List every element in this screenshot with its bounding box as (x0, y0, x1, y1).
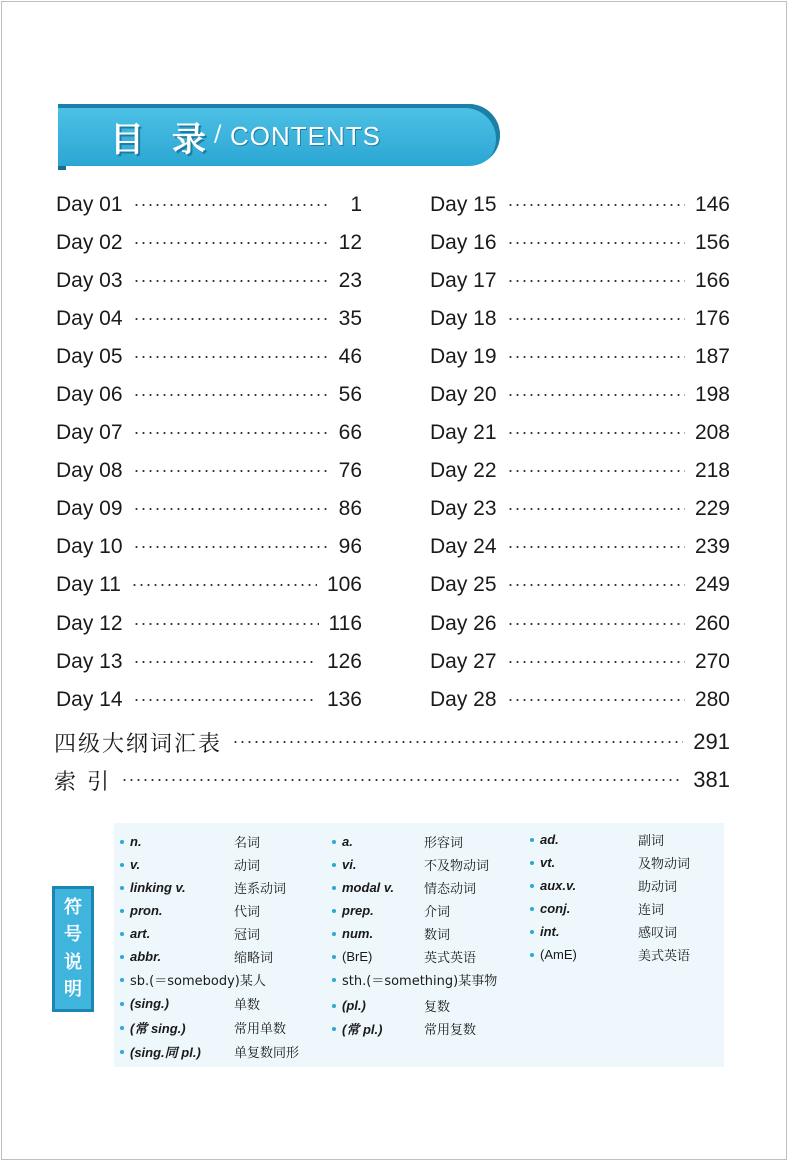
toc-row[interactable] (430, 605, 730, 643)
legend-abbr: (常 sing.) (130, 1021, 186, 1036)
legend-entry-wide (120, 968, 266, 991)
toc-page-number: 66 (338, 421, 362, 445)
legend-side-char: 符 (64, 896, 82, 918)
toc-row[interactable] (56, 300, 362, 338)
bullet-dot-icon (530, 907, 534, 911)
bullet-dot-icon (332, 1004, 336, 1008)
legend-panel (114, 823, 724, 1067)
toc-row[interactable] (56, 262, 362, 300)
legend-abbr: a. (342, 834, 353, 849)
toc-page-number: 249 (694, 573, 730, 597)
toc-row[interactable] (56, 528, 362, 566)
legend-abbr: prep. (342, 903, 374, 918)
contents-title-en: CONTENTS (230, 121, 381, 151)
toc-label: Day 04 (56, 307, 123, 331)
legend-meaning: 及物动词 (638, 857, 691, 872)
legend-abbr: linking v. (130, 880, 186, 895)
toc-row[interactable] (56, 681, 362, 719)
toc-leader-dots (507, 318, 685, 320)
toc-label: Day 18 (430, 307, 497, 331)
legend-entry (530, 920, 678, 943)
legend-abbr: v. (130, 857, 141, 872)
legend-meaning: 单复数同形 (234, 1046, 300, 1061)
toc-row[interactable] (56, 490, 362, 528)
legend-abbr: (BrE) (342, 949, 373, 964)
toc-page-number: 86 (338, 497, 362, 521)
toc-row[interactable] (56, 186, 362, 224)
toc-leader-dots (507, 204, 685, 206)
legend-abbr: abbr. (130, 949, 162, 964)
toc-page-number: 106 (326, 573, 362, 597)
toc-leader-dots (133, 546, 329, 548)
bullet-dot-icon (120, 955, 124, 959)
toc-row[interactable] (56, 452, 362, 490)
legend-entry (332, 853, 490, 876)
legend-abbr: vi. (342, 857, 357, 872)
legend-entry (332, 994, 451, 1017)
legend-abbr: (sing.) (130, 996, 169, 1011)
legend-meaning: 动词 (234, 859, 261, 874)
bullet-dot-icon (530, 953, 534, 957)
legend-text: sth.(＝something)某事物 (342, 974, 498, 989)
toc-page-number: 23 (338, 269, 362, 293)
legend-meaning: 常用复数 (424, 1023, 477, 1038)
toc-leader-dots (232, 741, 683, 743)
toc-row[interactable] (430, 414, 730, 452)
toc-leader-dots (507, 508, 685, 510)
toc-label: Day 25 (430, 573, 497, 597)
legend-meaning: 复数 (424, 1000, 451, 1015)
toc-leader-dots (507, 394, 685, 396)
toc-page-number: 46 (338, 345, 362, 369)
toc-leader-dots (133, 508, 329, 510)
legend-abbr: (pl.) (342, 998, 366, 1013)
toc-row[interactable] (430, 643, 730, 681)
legend-abbr: aux.v. (540, 878, 577, 893)
legend-meaning: 连系动词 (234, 882, 287, 897)
legend-meaning: 形容词 (424, 836, 464, 851)
toc-page-number: 56 (338, 383, 362, 407)
legend-meaning: 单数 (234, 998, 261, 1013)
legend-entry (332, 876, 477, 899)
legend-meaning: 连词 (638, 903, 665, 918)
legend-meaning: 不及物动词 (424, 859, 490, 874)
legend-entry (120, 1040, 300, 1063)
toc-page-number: 136 (326, 687, 362, 711)
legend-entry (120, 876, 287, 899)
toc-page-number: 239 (694, 535, 730, 559)
legend-entry (332, 945, 477, 968)
toc-label: 四级大纲词汇表 (54, 731, 223, 757)
toc-page-number: 96 (338, 535, 362, 559)
toc-leader-dots (507, 584, 685, 586)
legend-meaning: 美式英语 (638, 949, 691, 964)
toc-label: Day 22 (430, 459, 497, 483)
legend-abbr: vt. (540, 855, 556, 870)
bullet-dot-icon (332, 909, 336, 913)
toc-label: Day 11 (56, 573, 121, 597)
toc-label: Day 05 (56, 345, 123, 369)
toc-row[interactable] (56, 376, 362, 414)
legend-meaning: 介词 (424, 905, 451, 920)
toc-page-number: 270 (694, 649, 730, 673)
bullet-dot-icon (120, 840, 124, 844)
toc-label: Day 26 (430, 611, 497, 635)
legend-entry (530, 943, 691, 966)
toc-label: Day 15 (430, 193, 497, 217)
toc-row[interactable] (430, 224, 730, 262)
bullet-dot-icon (530, 884, 534, 888)
toc-page-number: 381 (693, 767, 730, 792)
toc-page-number: 218 (694, 459, 730, 483)
toc-leader-dots (133, 280, 329, 282)
bullet-dot-icon (120, 932, 124, 936)
toc-row[interactable] (430, 490, 730, 528)
toc-leader-dots (507, 661, 685, 663)
toc-page-number: 156 (694, 231, 730, 255)
legend-entry (120, 853, 261, 876)
legend-abbr: (常 pl.) (342, 1022, 383, 1037)
legend-entry (332, 1017, 477, 1040)
toc-row[interactable] (430, 186, 730, 224)
legend-entry (530, 851, 691, 874)
toc-leader-dots (133, 356, 329, 358)
toc-leader-dots (133, 470, 329, 472)
toc-label: Day 07 (56, 421, 123, 445)
legend-meaning: 感叹词 (638, 926, 678, 941)
legend-entry (332, 922, 451, 945)
toc-row[interactable] (430, 681, 730, 719)
toc-row[interactable] (430, 528, 730, 566)
toc-row[interactable] (56, 566, 362, 604)
toc-page-number: 146 (694, 193, 730, 217)
contents-title-slash: / (214, 122, 222, 147)
toc-label: Day 13 (56, 649, 123, 673)
toc-leader-dots (133, 204, 330, 206)
legend-side-char: 说 (64, 951, 82, 973)
toc-page-number: 198 (694, 383, 730, 407)
toc-leader-dots (133, 623, 319, 625)
toc-leader-dots (133, 394, 329, 396)
legend-entry (530, 828, 665, 851)
toc-page-number: 1 (350, 193, 362, 217)
legend-entry (120, 1016, 287, 1039)
toc-leader-dots (133, 318, 329, 320)
legend-abbr: conj. (540, 901, 571, 916)
legend-abbr: modal v. (342, 880, 395, 895)
legend-abbr: pron. (130, 903, 163, 918)
legend-meaning: 常用单数 (234, 1022, 287, 1037)
toc-row[interactable] (430, 338, 730, 376)
legend-entry (530, 897, 665, 920)
legend-meaning: 副词 (638, 834, 665, 849)
toc-row[interactable] (430, 566, 730, 604)
toc-label: Day 20 (430, 383, 497, 407)
contents-title-cn: 目 录 (110, 120, 214, 160)
toc-leader-dots (507, 623, 685, 625)
toc-label: 索 引 (54, 769, 111, 795)
legend-meaning: 英式英语 (424, 951, 477, 966)
legend-entry (332, 899, 451, 922)
toc-page-number: 166 (694, 269, 730, 293)
bullet-dot-icon (120, 1026, 124, 1030)
toc-leader-dots (133, 242, 329, 244)
legend-entry (120, 899, 261, 922)
legend-abbr: ad. (540, 832, 559, 847)
legend-side-label (52, 886, 94, 1012)
toc-leader-dots (507, 242, 685, 244)
toc-leader-dots (507, 470, 685, 472)
bullet-dot-icon (332, 932, 336, 936)
toc-page-number: 35 (338, 307, 362, 331)
legend-meaning: 助动词 (638, 880, 678, 895)
legend-side-char: 号 (64, 924, 82, 946)
toc-row[interactable] (430, 300, 730, 338)
toc-row[interactable] (56, 224, 362, 262)
bullet-dot-icon (120, 978, 124, 982)
toc-leader-dots (133, 699, 317, 701)
toc-label: Day 03 (56, 269, 123, 293)
legend-meaning: 名词 (234, 836, 261, 851)
legend-abbr: num. (342, 926, 374, 941)
toc-row[interactable] (56, 338, 362, 376)
bullet-dot-icon (332, 978, 336, 982)
toc-row[interactable] (56, 605, 362, 643)
legend-entry (120, 992, 261, 1015)
toc-label: Day 28 (430, 687, 497, 711)
legend-text: sb.(＝somebody)某人 (130, 974, 266, 989)
toc-row-vocabulary[interactable] (54, 726, 730, 758)
toc-row[interactable] (430, 376, 730, 414)
toc-label: Day 12 (56, 611, 123, 635)
toc-page-number: 126 (326, 649, 362, 673)
toc-label: Day 21 (430, 421, 497, 445)
toc-page-number: 291 (693, 729, 730, 754)
bullet-dot-icon (332, 886, 336, 890)
toc-row[interactable] (56, 643, 362, 681)
legend-meaning: 缩略词 (234, 951, 274, 966)
toc-page-number: 208 (694, 421, 730, 445)
toc-page-number: 229 (694, 497, 730, 521)
toc-label: Day 08 (56, 459, 123, 483)
toc-leader-dots (507, 432, 685, 434)
legend-abbr: n. (130, 834, 142, 849)
legend-entry (120, 945, 274, 968)
toc-leader-dots (121, 779, 683, 781)
toc-row[interactable] (430, 452, 730, 490)
legend-abbr: art. (130, 926, 151, 941)
bullet-dot-icon (530, 861, 534, 865)
toc-leader-dots (131, 584, 317, 586)
legend-meaning: 情态动词 (424, 882, 477, 897)
legend-abbr: (sing.同 pl.) (130, 1045, 201, 1060)
toc-right-column (430, 186, 730, 719)
toc-leader-dots (507, 699, 685, 701)
toc-row[interactable] (430, 262, 730, 300)
toc-label: Day 23 (430, 497, 497, 521)
legend-entry (120, 922, 261, 945)
toc-label: Day 01 (56, 193, 123, 217)
toc-label: Day 27 (430, 649, 497, 673)
bullet-dot-icon (332, 955, 336, 959)
toc-page-number: 12 (338, 231, 362, 255)
bullet-dot-icon (120, 886, 124, 890)
legend-meaning: 代词 (234, 905, 261, 920)
legend-abbr: (AmE) (540, 947, 577, 962)
toc-leader-dots (507, 280, 685, 282)
toc-page-number: 187 (694, 345, 730, 369)
legend-meaning: 数词 (424, 928, 451, 943)
toc-leader-dots (507, 356, 685, 358)
toc-label: Day 16 (430, 231, 497, 255)
toc-label: Day 06 (56, 383, 123, 407)
toc-label: Day 09 (56, 497, 123, 521)
bullet-dot-icon (332, 840, 336, 844)
toc-page-number: 76 (338, 459, 362, 483)
bullet-dot-icon (120, 863, 124, 867)
toc-leader-dots (507, 546, 685, 548)
bullet-dot-icon (332, 1027, 336, 1031)
toc-label: Day 19 (430, 345, 497, 369)
toc-left-column (56, 186, 362, 719)
bullet-dot-icon (530, 930, 534, 934)
toc-row-index[interactable] (54, 764, 730, 796)
toc-label: Day 24 (430, 535, 497, 559)
toc-page-number: 280 (694, 687, 730, 711)
bullet-dot-icon (120, 1050, 124, 1054)
legend-entry (530, 874, 678, 897)
legend-abbr: int. (540, 924, 560, 939)
toc-page-number: 176 (694, 307, 730, 331)
legend-entry-wide (332, 968, 497, 991)
toc-label: Day 10 (56, 535, 123, 559)
legend-entry (332, 830, 464, 853)
toc-page-number: 116 (328, 611, 362, 635)
legend-entry (120, 830, 261, 853)
bullet-dot-icon (120, 909, 124, 913)
toc-row[interactable] (56, 414, 362, 452)
legend-side-char: 明 (64, 979, 82, 1001)
toc-page-number: 260 (694, 611, 730, 635)
bullet-dot-icon (332, 863, 336, 867)
toc-label: Day 17 (430, 269, 497, 293)
bullet-dot-icon (120, 1002, 124, 1006)
toc-leader-dots (133, 661, 317, 663)
bullet-dot-icon (530, 838, 534, 842)
toc-leader-dots (133, 432, 329, 434)
toc-label: Day 02 (56, 231, 123, 255)
toc-label: Day 14 (56, 687, 123, 711)
legend-meaning: 冠词 (234, 928, 261, 943)
